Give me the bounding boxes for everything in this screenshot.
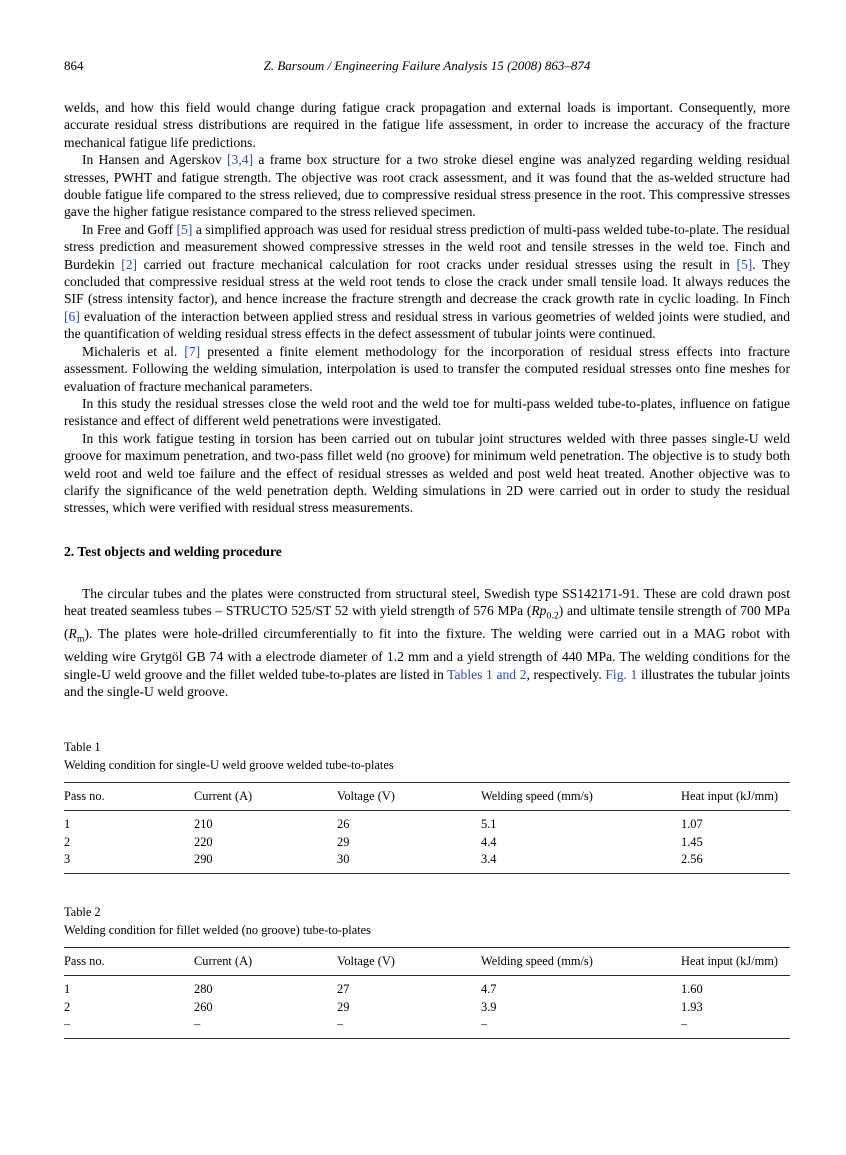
text-segment: , respectively. (526, 666, 606, 682)
table-header-row (64, 782, 790, 810)
table-row (64, 976, 790, 999)
column-header: Pass no. (64, 782, 194, 810)
citation-link[interactable]: [6] (64, 308, 80, 324)
citation-link[interactable]: Fig. 1 (605, 666, 638, 682)
table-cell: 1.60 (681, 982, 703, 997)
article-body (64, 99, 790, 1039)
column-header: Current (A) (194, 782, 337, 810)
table-row (64, 1016, 790, 1039)
text-segment: illustrates the tubular joints and the single-U weld groove. (64, 666, 791, 700)
column-header: Heat input (kJ/mm) (681, 782, 790, 810)
text-segment: Rp (531, 603, 547, 619)
table-cell: – (481, 1017, 488, 1032)
table-cell: – (194, 1017, 201, 1032)
paragraph (64, 395, 790, 430)
text-segment: evaluation of the interaction between applied stress and residual stress in various geometries of welded joints were studied, and the quantification of welding residual stress effects in the defect assessment of tubular joints were continued. (64, 308, 790, 342)
citation-link[interactable]: [2] (121, 256, 138, 272)
table-header-row (64, 947, 790, 975)
table-cell: 1.45 (681, 834, 703, 849)
column-header: Pass no. (64, 947, 194, 975)
table-label: Table 2 (64, 904, 101, 919)
table-row (64, 998, 790, 1016)
table-cell: 280 (194, 982, 213, 997)
text-segment: R (68, 626, 77, 642)
table-cell: 220 (194, 834, 213, 849)
text-segment: In this work fatigue testing in torsion has been carried out on tubular joint structures welded with three passes single-U weld groove for maximum penetration, and two-pass fillet weld (no groove) for minimum weld penetration. The objective is to study both weld root and weld toe failure and the effect of residual stresses as welded and post weld heat treated. Another objective was to clarify the significance of the weld penetration depth. Welding simulations in 2D were carried out in order to study the residual stresses, which were verified with residual stress measurements. (64, 430, 790, 516)
table-cell: – (681, 1017, 688, 1032)
table-cell: 5.1 (481, 816, 497, 831)
table-1-block (64, 739, 790, 874)
text-segment: In Hansen and Agerskov (82, 152, 228, 168)
text-segment: ) and ultimate tensile strength of 700 MPa ( (64, 603, 790, 642)
text-segment: In Free and Goff (82, 221, 177, 237)
table-cell: – (337, 1017, 344, 1032)
text-segment: . They concluded that compressive residual stress at the weld root tends to close the crack under small tensile load. It always reduces the SIF (stress intensity factor), and hence increase the fracture strength and decrease the crack growth rate in cyclic loading. In Finch (64, 256, 790, 307)
table-body (64, 810, 790, 873)
text-segment: ). The plates were hole-drilled circumferentially to fit into the fixture. The welding were carried out in a MAG robot with welding wire Grytgöl GB 74 with a electrode diameter of 1.2 mm and a yield strength of 440 MPa. The welding conditions for the single-U weld groove and the fillet welded tube-to-plates are listed in (64, 626, 790, 682)
paragraph (64, 430, 790, 517)
table-cell: – (64, 1017, 71, 1032)
page-number: 864 (64, 58, 84, 73)
table-cell: 4.7 (481, 982, 497, 997)
citation-link[interactable]: [7] (184, 343, 201, 359)
table-caption: Welding condition for single-U weld groove welded tube-to-plates (64, 757, 394, 772)
table-row (64, 810, 790, 833)
table-cell: 29 (337, 834, 350, 849)
table-label: Table 1 (64, 739, 101, 754)
column-header: Welding speed (mm/s) (481, 947, 681, 975)
table-cell: 210 (194, 816, 213, 831)
paragraph (64, 221, 790, 343)
column-header: Welding speed (mm/s) (481, 782, 681, 810)
text-segment: presented a finite element methodology for the incorporation of residual stress effects into fracture assessment. Following the welding simulation, interpolation is used to transfer the computed residual stresses onto fine meshes for evaluation of fracture mechanical parameters. (64, 343, 790, 394)
text-segment: Michaleris et al. (82, 343, 185, 359)
table-cell: 29 (337, 999, 350, 1014)
paragraph (64, 151, 790, 221)
table-row (64, 851, 790, 874)
text-segment: carried out fracture mechanical calculation for root cracks under residual stresses using the result in (137, 256, 737, 272)
table-1 (64, 782, 790, 874)
paragraph (64, 343, 790, 395)
citation-link[interactable]: Tables 1 and 2 (447, 666, 527, 682)
table-head (64, 782, 790, 810)
table-cell: 2 (64, 834, 71, 849)
text-segment: a simplified approach was used for residual stress prediction of multi-pass welded tube-to-plate. The residual stress prediction and measurement showed compressive stresses in the weld root and tensile stresses in the weld toe. Finch and Burdekin (64, 221, 790, 272)
table-cell: 290 (194, 852, 213, 867)
text-segment: The circular tubes and the plates were constructed from structural steel, Swedish type SS142171-91. These are cold drawn post heat treated seamless tubes – STRUCTO 525/ST 52 with yield strength of 576 MPa ( (64, 585, 790, 619)
table-2 (64, 947, 790, 1039)
table-cell: 2 (64, 999, 71, 1014)
table-cell: 1.07 (681, 816, 703, 831)
column-header: Heat input (kJ/mm) (681, 947, 790, 975)
text-segment: m (76, 634, 85, 645)
paragraph (64, 99, 790, 151)
table-cell: 3.4 (481, 852, 497, 867)
column-header: Voltage (V) (337, 782, 481, 810)
table-cell: 27 (337, 982, 350, 997)
paragraph (64, 585, 790, 701)
text-segment: 0.2 (546, 610, 559, 622)
table-caption: Welding condition for fillet welded (no groove) tube-to-plates (64, 922, 371, 937)
citation-link[interactable]: [5] (176, 221, 193, 237)
table-cell: 1 (64, 816, 71, 831)
text-segment: a frame box structure for a two stroke diesel engine was analyzed regarding welding residual stresses, PWHT and fatigue strength. The objective was root crack assessment, and it was found that the as-welded structure had double fatigue life compared to the stress relieved, due to compressive residual stress presence in the root. This compressive stresses gave the higher fatigue resistance compared to the stress relieved specimen. (64, 152, 790, 220)
table-cell: 30 (337, 852, 350, 867)
column-header: Current (A) (194, 947, 337, 975)
citation-link[interactable]: [3,4] (227, 152, 254, 168)
table-cell: 3 (64, 852, 71, 867)
table-row (64, 833, 790, 851)
citation-link[interactable]: [5] (736, 256, 753, 272)
table-cell: 260 (194, 999, 213, 1014)
table-cell: 3.9 (481, 999, 497, 1014)
table-cell: 4.4 (481, 834, 497, 849)
table-head (64, 947, 790, 975)
table-cell: 1.93 (681, 999, 703, 1014)
table-2-block (64, 904, 790, 1039)
text-segment: In this study the residual stresses close the weld root and the weld toe for multi-pass welded tube-to-plates, influence on fatigue resistance and effect of different weld penetrations were investigated. (64, 395, 790, 429)
running-header (64, 58, 790, 75)
table-cell: 2.56 (681, 852, 703, 867)
table-cell: 1 (64, 982, 71, 997)
journal-running-head: Z. Barsoum / Engineering Failure Analysis 15 (2008) 863–874 (263, 58, 591, 73)
table-cell: 26 (337, 816, 350, 831)
text-segment: welds, and how this field would change during fatigue crack propagation and external loads is important. Consequently, more accurate residual stress distributions are required in the fatigue life assessment, in order to increase the accuracy of the fracture mechanical fatigue life predictions. (64, 100, 790, 150)
column-header: Voltage (V) (337, 947, 481, 975)
table-body (64, 976, 790, 1039)
section-heading: 2. Test objects and welding procedure (64, 543, 282, 559)
